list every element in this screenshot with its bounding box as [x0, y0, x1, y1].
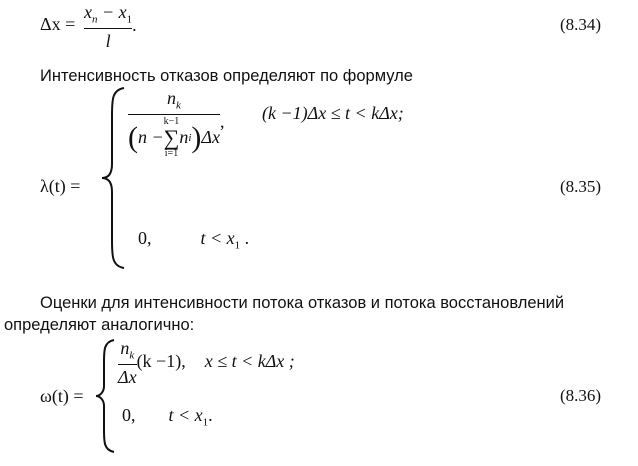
paragraph-2-line-1: Оценки для интенсивности потока отказов и потока восстановлений — [40, 294, 565, 312]
eq35-case2: 0, $t < x_1$ . — [138, 228, 250, 252]
eq35-lhs: λ(t) = — [40, 176, 81, 196]
eq36-brace — [94, 338, 120, 454]
eq36-denominator: Δx — [118, 366, 137, 387]
paragraph-2-line-2: определяют аналогично: — [4, 316, 195, 334]
eq36-case1: $\frac{n_k}{\Delta x}$ (k −1), x ≤ t < kΔx ; — [118, 338, 295, 387]
eq34-fraction: $\frac{x_n - x_1}{l}$ . — [84, 2, 137, 51]
eq36-case2: 0, $t < x_1$. — [122, 405, 213, 429]
eq34-denominator: l — [105, 30, 111, 51]
eq34-numerator: $x_n - x_1$ — [84, 2, 133, 26]
eq35-number: (8.35) — [560, 177, 602, 196]
eq36-lhs: ω(t) = — [40, 386, 84, 406]
eq34-lhs-text: Δx = — [40, 14, 76, 34]
eq36-number: (8.36) — [560, 386, 602, 405]
paragraph-1: Интенсивность отказов определяют по формуле — [40, 67, 413, 85]
eq34-number: (8.34) — [560, 15, 602, 34]
eq35-case1-numerator: $n_k$ — [167, 88, 181, 112]
eq35-case1-condition: (k −1)Δx ≤ t < kΔx; — [262, 103, 404, 123]
eq35-case1-denominator: ( n − k−1 ∑ i=1 n i ) Δx — [128, 115, 220, 159]
eq35-case1-fraction: $n_k$ ( n − k−1 ∑ i=1 n i ) Δx , — [128, 88, 225, 159]
eq35-brace — [100, 86, 130, 270]
eq36-numerator: $n_k$ — [120, 338, 135, 362]
